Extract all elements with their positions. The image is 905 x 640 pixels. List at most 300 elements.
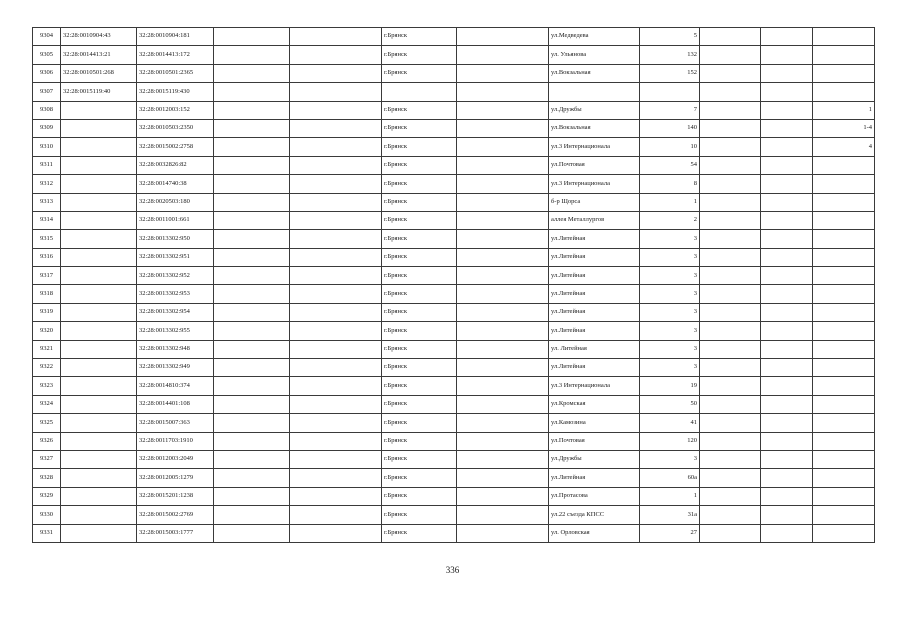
table-cell: 19 xyxy=(640,377,700,395)
table-cell xyxy=(761,303,813,321)
table-cell: 9313 xyxy=(33,193,61,211)
table-cell: 32:28:0013302:952 xyxy=(137,267,214,285)
table-cell xyxy=(457,469,549,487)
table-cell: г.Брянск xyxy=(382,211,457,229)
table-row xyxy=(33,28,875,46)
table-row xyxy=(33,506,875,524)
table-cell xyxy=(61,432,137,450)
table-row xyxy=(33,303,875,321)
table-row xyxy=(33,414,875,432)
table-cell xyxy=(761,267,813,285)
table-cell xyxy=(700,524,761,542)
table-cell xyxy=(761,377,813,395)
table-cell: 32:28:0032826:82 xyxy=(137,156,214,174)
table-row xyxy=(33,138,875,156)
table-cell xyxy=(214,340,290,358)
table-cell xyxy=(761,395,813,413)
table-cell xyxy=(61,524,137,542)
table-cell: ул.3 Интернационала xyxy=(549,175,640,193)
table-cell xyxy=(290,156,382,174)
table-cell xyxy=(290,377,382,395)
table-cell xyxy=(457,230,549,248)
table-cell xyxy=(214,414,290,432)
table-cell xyxy=(457,138,549,156)
table-cell xyxy=(761,64,813,82)
table-cell xyxy=(290,322,382,340)
table-cell: 32:28:0015119:430 xyxy=(137,83,214,101)
table-cell: г.Брянск xyxy=(382,46,457,64)
table-cell xyxy=(61,450,137,468)
table-cell: ул.Литейная xyxy=(549,469,640,487)
table-cell xyxy=(290,303,382,321)
table-cell: 32:28:0013302:953 xyxy=(137,285,214,303)
table-row xyxy=(33,248,875,266)
table-cell xyxy=(290,450,382,468)
table-cell: 32:28:0014413:172 xyxy=(137,46,214,64)
table-row xyxy=(33,64,875,82)
table-cell xyxy=(290,230,382,248)
table-cell: ул. Ульянова xyxy=(549,46,640,64)
table-cell xyxy=(290,506,382,524)
table-cell xyxy=(457,119,549,137)
table-cell: 32:28:0015119:40 xyxy=(61,83,137,101)
table-cell: 9310 xyxy=(33,138,61,156)
table-cell xyxy=(457,450,549,468)
table-row xyxy=(33,432,875,450)
table-cell: 9315 xyxy=(33,230,61,248)
table-cell xyxy=(61,395,137,413)
table-cell: 9312 xyxy=(33,175,61,193)
table-cell: 9309 xyxy=(33,119,61,137)
table-cell xyxy=(214,432,290,450)
table-row xyxy=(33,340,875,358)
table-cell xyxy=(813,432,875,450)
table-cell xyxy=(813,450,875,468)
table-cell: 9320 xyxy=(33,322,61,340)
table-cell: г.Брянск xyxy=(382,469,457,487)
table-cell xyxy=(214,322,290,340)
table-cell xyxy=(457,414,549,432)
table-cell xyxy=(61,119,137,137)
table-cell: г.Брянск xyxy=(382,248,457,266)
table-cell: 9307 xyxy=(33,83,61,101)
table-cell: г.Брянск xyxy=(382,175,457,193)
table-cell xyxy=(761,193,813,211)
table-cell xyxy=(214,487,290,505)
table-cell xyxy=(457,156,549,174)
table-cell xyxy=(761,46,813,64)
table-cell xyxy=(700,211,761,229)
table-cell xyxy=(214,156,290,174)
table-cell: 32:28:0010503:2350 xyxy=(137,119,214,137)
table-cell xyxy=(214,524,290,542)
table-cell xyxy=(813,64,875,82)
table-cell xyxy=(214,395,290,413)
table-cell: г.Брянск xyxy=(382,432,457,450)
table-row xyxy=(33,46,875,64)
table-cell xyxy=(214,377,290,395)
table-cell: ул. Литейная xyxy=(549,340,640,358)
table-cell: 9311 xyxy=(33,156,61,174)
table-cell: 9328 xyxy=(33,469,61,487)
table-cell xyxy=(61,487,137,505)
table-cell xyxy=(214,193,290,211)
register-table-body xyxy=(33,28,875,543)
table-cell: г.Брянск xyxy=(382,506,457,524)
table-cell: 32:28:0014810:374 xyxy=(137,377,214,395)
table-cell xyxy=(761,138,813,156)
table-cell xyxy=(700,359,761,377)
table-cell xyxy=(290,119,382,137)
table-cell xyxy=(761,101,813,119)
table-cell xyxy=(214,303,290,321)
table-cell: г.Брянск xyxy=(382,414,457,432)
table-cell xyxy=(290,469,382,487)
table-cell xyxy=(700,83,761,101)
table-cell: 54 xyxy=(640,156,700,174)
table-cell xyxy=(61,303,137,321)
table-cell xyxy=(813,28,875,46)
table-row xyxy=(33,395,875,413)
table-cell: 3 xyxy=(640,267,700,285)
table-cell xyxy=(761,487,813,505)
table-cell xyxy=(457,64,549,82)
table-cell xyxy=(813,46,875,64)
table-cell xyxy=(761,322,813,340)
table-cell xyxy=(290,395,382,413)
table-row xyxy=(33,377,875,395)
table-cell xyxy=(813,175,875,193)
table-cell xyxy=(457,395,549,413)
table-cell xyxy=(290,359,382,377)
table-row xyxy=(33,101,875,119)
table-cell: 120 xyxy=(640,432,700,450)
table-row xyxy=(33,175,875,193)
table-cell xyxy=(813,340,875,358)
table-row xyxy=(33,487,875,505)
table-cell xyxy=(457,285,549,303)
table-cell: ул.3 Интернационала xyxy=(549,138,640,156)
table-cell: 9331 xyxy=(33,524,61,542)
table-cell: ул.Кромская xyxy=(549,395,640,413)
table-cell: 31а xyxy=(640,506,700,524)
table-cell xyxy=(761,230,813,248)
table-cell: г.Брянск xyxy=(382,267,457,285)
table-cell xyxy=(457,487,549,505)
table-cell xyxy=(761,432,813,450)
table-cell: ул.Литейная xyxy=(549,267,640,285)
table-cell xyxy=(214,64,290,82)
table-cell xyxy=(700,340,761,358)
table-cell: г.Брянск xyxy=(382,487,457,505)
table-cell xyxy=(290,64,382,82)
table-row xyxy=(33,267,875,285)
table-row xyxy=(33,83,875,101)
table-cell: г.Брянск xyxy=(382,138,457,156)
table-cell xyxy=(457,506,549,524)
table-row xyxy=(33,119,875,137)
table-cell: 9305 xyxy=(33,46,61,64)
table-cell xyxy=(813,414,875,432)
table-cell: 32:28:0010501:2365 xyxy=(137,64,214,82)
table-cell xyxy=(457,46,549,64)
table-cell xyxy=(457,377,549,395)
table-cell: ул.Почтовая xyxy=(549,156,640,174)
table-cell: г.Брянск xyxy=(382,119,457,137)
table-cell xyxy=(214,46,290,64)
table-cell: ул.3 Интернационала xyxy=(549,377,640,395)
table-cell xyxy=(61,285,137,303)
table-cell xyxy=(700,322,761,340)
table-cell: 32:28:0013302:950 xyxy=(137,230,214,248)
table-cell xyxy=(457,432,549,450)
table-cell xyxy=(700,230,761,248)
table-cell xyxy=(290,524,382,542)
table-cell xyxy=(290,83,382,101)
table-cell xyxy=(700,28,761,46)
table-cell xyxy=(214,28,290,46)
table-cell: 3 xyxy=(640,340,700,358)
table-cell: 132 xyxy=(640,46,700,64)
table-cell: ул.Протасова xyxy=(549,487,640,505)
table-cell: ул.Дружбы xyxy=(549,101,640,119)
table-cell: 9316 xyxy=(33,248,61,266)
table-cell xyxy=(61,175,137,193)
table-cell: ул. Орловская xyxy=(549,524,640,542)
table-cell xyxy=(61,469,137,487)
table-cell: г.Брянск xyxy=(382,64,457,82)
table-cell: ул.Литейная xyxy=(549,303,640,321)
table-cell xyxy=(700,450,761,468)
table-cell xyxy=(290,414,382,432)
table-cell xyxy=(61,193,137,211)
table-cell: 140 xyxy=(640,119,700,137)
table-cell xyxy=(457,322,549,340)
table-cell: 32:28:0020503:180 xyxy=(137,193,214,211)
table-cell: г.Брянск xyxy=(382,377,457,395)
table-cell xyxy=(290,285,382,303)
table-cell xyxy=(700,175,761,193)
table-cell: 32:28:0011001:661 xyxy=(137,211,214,229)
table-cell: 10 xyxy=(640,138,700,156)
table-cell: ул.Медведева xyxy=(549,28,640,46)
table-cell: 4 xyxy=(813,138,875,156)
table-cell xyxy=(700,267,761,285)
table-cell xyxy=(214,119,290,137)
table-cell: 9330 xyxy=(33,506,61,524)
table-cell xyxy=(813,230,875,248)
table-cell xyxy=(290,267,382,285)
table-cell xyxy=(700,64,761,82)
table-cell: 32:28:0012003:152 xyxy=(137,101,214,119)
register-table xyxy=(32,27,875,543)
table-cell: 2 xyxy=(640,211,700,229)
table-cell xyxy=(761,83,813,101)
table-cell: г.Брянск xyxy=(382,156,457,174)
table-cell xyxy=(457,28,549,46)
table-cell xyxy=(457,175,549,193)
table-cell xyxy=(813,248,875,266)
table-cell: г.Брянск xyxy=(382,322,457,340)
table-cell xyxy=(700,487,761,505)
table-cell: 1 xyxy=(640,193,700,211)
table-cell: 32:28:0014413:21 xyxy=(61,46,137,64)
table-cell xyxy=(457,303,549,321)
table-cell xyxy=(290,193,382,211)
table-cell: ул.Литейная xyxy=(549,230,640,248)
table-cell: ул.Литейная xyxy=(549,359,640,377)
table-cell xyxy=(457,211,549,229)
table-cell: 32:28:0010501:268 xyxy=(61,64,137,82)
table-row xyxy=(33,193,875,211)
table-cell: 9327 xyxy=(33,450,61,468)
table-cell xyxy=(700,432,761,450)
table-cell: 3 xyxy=(640,322,700,340)
table-row xyxy=(33,211,875,229)
table-cell xyxy=(61,359,137,377)
table-cell xyxy=(61,230,137,248)
table-cell xyxy=(640,83,700,101)
table-cell xyxy=(290,248,382,266)
table-cell: 9329 xyxy=(33,487,61,505)
table-cell: г.Брянск xyxy=(382,230,457,248)
table-cell: 32:28:0014740:38 xyxy=(137,175,214,193)
table-cell: 3 xyxy=(640,303,700,321)
table-cell xyxy=(700,138,761,156)
table-cell xyxy=(813,524,875,542)
table-cell xyxy=(214,230,290,248)
table-cell xyxy=(457,101,549,119)
table-cell xyxy=(700,101,761,119)
table-cell: 9319 xyxy=(33,303,61,321)
table-cell xyxy=(214,138,290,156)
table-cell: ул.Литейная xyxy=(549,248,640,266)
table-cell: 3 xyxy=(640,359,700,377)
table-cell: 32:28:0015201:1238 xyxy=(137,487,214,505)
table-row xyxy=(33,469,875,487)
table-cell xyxy=(761,175,813,193)
page-number: 336 xyxy=(445,565,460,575)
table-cell xyxy=(700,414,761,432)
table-cell: 32:28:0012003:2049 xyxy=(137,450,214,468)
table-cell xyxy=(61,211,137,229)
table-cell: аллея Металлургов xyxy=(549,211,640,229)
table-cell: 32:28:0015002:2769 xyxy=(137,506,214,524)
table-row xyxy=(33,450,875,468)
table-cell xyxy=(761,450,813,468)
table-cell xyxy=(290,211,382,229)
table-cell xyxy=(700,119,761,137)
table-cell xyxy=(214,211,290,229)
table-cell: 3 xyxy=(640,285,700,303)
table-cell xyxy=(700,193,761,211)
table-cell xyxy=(214,359,290,377)
table-cell: 32:28:0015002:2758 xyxy=(137,138,214,156)
table-cell: 27 xyxy=(640,524,700,542)
table-cell: 9314 xyxy=(33,211,61,229)
table-cell xyxy=(813,395,875,413)
table-cell xyxy=(813,211,875,229)
table-cell xyxy=(813,285,875,303)
table-cell: г.Брянск xyxy=(382,340,457,358)
table-cell xyxy=(700,156,761,174)
table-cell xyxy=(761,156,813,174)
table-cell: 32:28:0013302:951 xyxy=(137,248,214,266)
table-cell xyxy=(761,340,813,358)
table-cell: ул.Почтовая xyxy=(549,432,640,450)
table-cell xyxy=(214,175,290,193)
table-cell: 50 xyxy=(640,395,700,413)
table-cell xyxy=(813,487,875,505)
table-cell xyxy=(290,340,382,358)
table-cell xyxy=(61,267,137,285)
table-cell: 1 xyxy=(813,101,875,119)
table-cell xyxy=(457,83,549,101)
table-cell xyxy=(61,248,137,266)
table-cell xyxy=(457,193,549,211)
table-cell xyxy=(761,414,813,432)
table-cell xyxy=(290,138,382,156)
table-cell: 9318 xyxy=(33,285,61,303)
table-cell xyxy=(813,377,875,395)
table-cell xyxy=(813,156,875,174)
table-cell: г.Брянск xyxy=(382,359,457,377)
table-cell: 32:28:0014401:108 xyxy=(137,395,214,413)
table-cell xyxy=(61,340,137,358)
table-cell xyxy=(61,322,137,340)
table-cell: 3 xyxy=(640,230,700,248)
table-cell: 32:28:0013302:954 xyxy=(137,303,214,321)
table-cell xyxy=(61,101,137,119)
table-cell: 5 xyxy=(640,28,700,46)
table-cell xyxy=(700,506,761,524)
table-cell xyxy=(761,28,813,46)
table-cell: 3 xyxy=(640,450,700,468)
table-cell xyxy=(457,248,549,266)
table-cell: 9324 xyxy=(33,395,61,413)
table-cell xyxy=(813,469,875,487)
table-cell: 32:28:0013302:955 xyxy=(137,322,214,340)
table-cell: ул.Вокзальная xyxy=(549,64,640,82)
table-cell: г.Брянск xyxy=(382,524,457,542)
table-cell xyxy=(214,101,290,119)
table-cell: 32:28:0012005:1279 xyxy=(137,469,214,487)
table-cell xyxy=(549,83,640,101)
table-cell xyxy=(290,28,382,46)
table-cell: г.Брянск xyxy=(382,101,457,119)
table-cell: г.Брянск xyxy=(382,28,457,46)
table-cell xyxy=(214,267,290,285)
table-row xyxy=(33,285,875,303)
table-cell xyxy=(457,267,549,285)
table-cell xyxy=(813,303,875,321)
table-cell: 32:28:0015003:1777 xyxy=(137,524,214,542)
table-cell xyxy=(382,83,457,101)
table-cell: 32:28:0013302:949 xyxy=(137,359,214,377)
table-cell: 9308 xyxy=(33,101,61,119)
table-cell xyxy=(214,248,290,266)
table-cell xyxy=(61,377,137,395)
table-cell xyxy=(290,46,382,64)
table-row xyxy=(33,524,875,542)
table-cell: 41 xyxy=(640,414,700,432)
table-cell: 32:28:0010904:43 xyxy=(61,28,137,46)
table-row xyxy=(33,230,875,248)
table-cell xyxy=(700,395,761,413)
table-cell: г.Брянск xyxy=(382,395,457,413)
table-row xyxy=(33,322,875,340)
table-cell xyxy=(700,248,761,266)
